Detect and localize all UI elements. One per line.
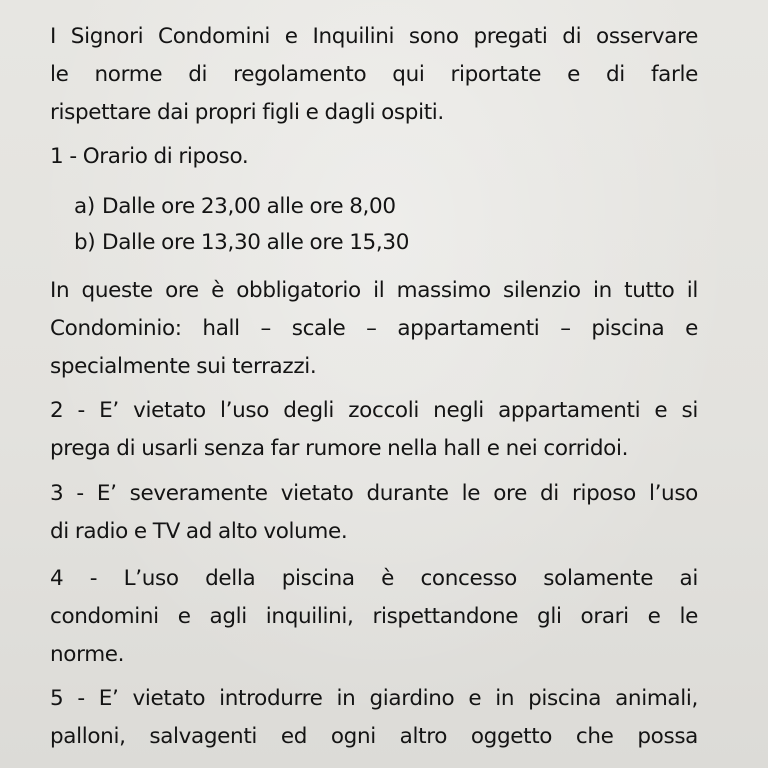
- rule-5: [50, 680, 698, 756]
- intro-line: rispettare dai propri figli e dagli ospiti.: [50, 100, 444, 125]
- rule-line: prega di usarli senza far rumore nella hall e nei corridoi.: [50, 436, 629, 461]
- rule-line: specialmente sui terrazzi.: [50, 354, 317, 379]
- item-marker: b): [74, 230, 96, 255]
- rule-1-heading: [50, 138, 698, 176]
- rule-1-body: [50, 272, 698, 386]
- item-text: Dalle ore 23,00 alle ore 8,00: [102, 194, 396, 219]
- rule-2: [50, 392, 698, 468]
- rule-line: norme.: [50, 642, 125, 667]
- rule-line: 2 - E’ vietato l’uso degli zoccoli negli appartamenti e si: [50, 398, 698, 423]
- rule-4: [50, 560, 698, 674]
- rule-line: condomini e agli inquilini, rispettandone gli orari e le: [50, 604, 698, 629]
- rule-line: palloni, salvagenti ed ogni altro oggetto che possa: [50, 724, 698, 749]
- intro-line: I Signori Condomini e Inquilini sono pregati di osservare: [50, 24, 698, 49]
- rule-line: di radio e TV ad alto volume.: [50, 519, 348, 544]
- intro-line: le norme di regolamento qui riportate e di farle: [50, 62, 698, 87]
- rule-line: In queste ore è obbligatorio il massimo silenzio in tutto il: [50, 278, 698, 303]
- rule-line: 3 - E’ severamente vietato durante le ore di riposo l’uso: [50, 481, 698, 506]
- item-marker: a): [74, 194, 95, 219]
- intro-paragraph: [50, 18, 698, 132]
- rule-line: 5 - E’ vietato introdurre in giardino e in piscina animali,: [50, 686, 698, 711]
- rule-line: 4 - L’uso della piscina è concesso solamente ai: [50, 566, 698, 591]
- rule-heading-text: 1 - Orario di riposo.: [50, 144, 249, 169]
- item-text: Dalle ore 13,30 alle ore 15,30: [102, 230, 410, 255]
- rule-3: [50, 475, 698, 551]
- rule-line: Condominio: hall – scale – appartamenti – piscina e: [50, 316, 698, 341]
- rule-1-item-b: [74, 224, 674, 262]
- rule-1-item-a: [74, 188, 674, 226]
